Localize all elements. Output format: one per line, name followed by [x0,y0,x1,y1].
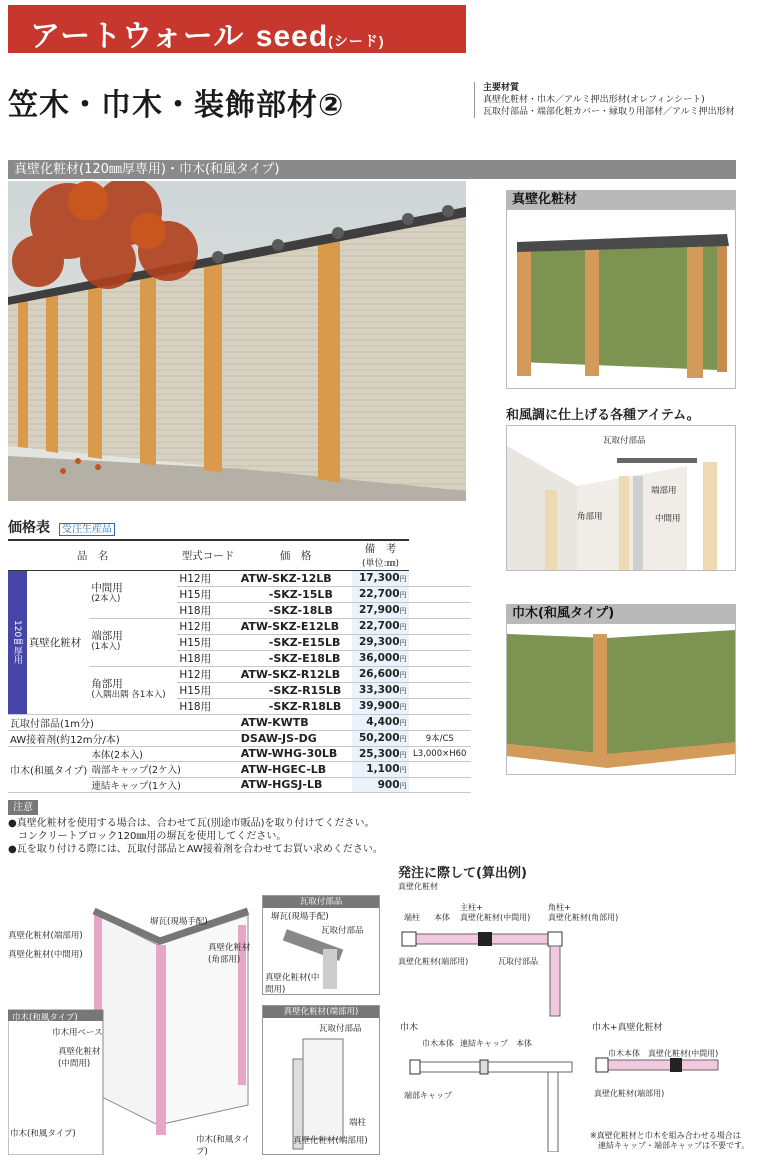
box2-tanbashira: 端柱 [349,1118,367,1128]
brand-name: アートウォール [30,20,245,53]
size-cell: H18用 [177,602,238,618]
price-cell: 36,000円 [352,650,408,666]
item-name: AW接着剤(約12m分/本) [8,730,239,746]
price-cell: 25,300円 [352,746,408,762]
sub-name: 角部用 [91,678,123,690]
size-cell: H15用 [177,586,238,602]
note-cell [409,777,471,793]
note-cell [409,762,471,778]
o-hontai2: 本体 [516,1039,532,1048]
items-image [506,425,736,571]
item-kawara: 瓦取付部品 [603,436,646,446]
item-chukan: 中間用 [655,514,681,524]
d-habaki-bottom2: 巾木(和風タイプ) [196,1135,251,1157]
o-hontai: 本体 [434,913,450,922]
habaki-image [506,623,736,775]
o-tanbashira: 端柱 [404,913,420,922]
d-makabe-chukan2: 真壁化粧材(中間用) [58,1047,101,1069]
materials-box [474,82,754,118]
size-cell: H12用 [177,570,238,586]
note-cell [409,650,471,666]
price-cell: 1,100円 [352,762,408,778]
o-h-hontai: 巾木本体 [422,1039,454,1048]
th-unit: (単位:㎜) [361,559,400,570]
code-cell: ATW-KWTB [239,714,353,730]
o-c-hontai: 巾木本体 [608,1049,640,1058]
size-cell: H12用 [177,618,238,634]
sub-name: 中間用 [91,582,123,594]
th-note [352,540,408,570]
box2-title: 真壁化粧材(端部用) [263,1006,379,1018]
d-makabe-tanbu: 真壁化粧材(端部用) [8,931,83,941]
note-cell [409,714,471,730]
th-note-text: 備 考 [364,543,397,556]
sub-qty: (1本入) [91,642,121,652]
section-header: 真壁化粧材(120㎜厚専用)・巾木(和風タイプ) [8,160,736,179]
sub-qty: (入隅出隅 各1本入) [91,690,166,700]
wall-photo [8,181,466,501]
habaki-label: 巾木(和風タイプ) [506,604,736,623]
notes [8,800,383,856]
code-cell: -SKZ-R15LB [239,682,353,698]
size-cell: H18用 [177,650,238,666]
price-cell: 27,900円 [352,602,408,618]
price-title [8,517,115,537]
note-cell [409,602,471,618]
detail-tanbu-box [262,1005,380,1155]
box1-title: 瓦取付部品 [263,896,379,908]
price-cell: 39,900円 [352,698,408,714]
price-cell: 33,300円 [352,682,408,698]
sub-qty: (2本入) [91,594,121,604]
item-name: 連結キャップ(1ケ入) [89,777,238,793]
vertical-label: 120㎜厚用 [8,570,27,714]
price-cell: 17,300円 [352,570,408,586]
o-c-makabe: 真壁化粧材(中間用) [648,1049,719,1058]
code-cell: -SKZ-R18LB [239,698,353,714]
size-cell: H15用 [177,634,238,650]
o-combo: 巾木+真壁化粧材 [592,1023,663,1033]
box1-kawara: 瓦取付部品 [321,926,364,936]
o-kadobashira: 角柱+ [548,903,571,912]
price-cell: 4,400円 [352,714,408,730]
o-footnote1: ※真壁化粧材と巾木を組み合わせる場合は [590,1131,741,1140]
o-tanbu-cap: 端部キャップ [404,1091,452,1100]
makabe-image [506,209,736,389]
d-heigawara: 塀瓦(現場手配) [150,917,208,927]
sub-group [89,666,177,714]
makabe-panel [506,190,736,775]
d-habaki-base: 巾木用ベース [52,1028,103,1038]
code-cell: ATW-HGSJ-LB [239,777,353,793]
brand-seed-kana: (シード) [328,33,385,49]
table-row [8,570,471,586]
group-makabe: 真壁化粧材 [27,570,90,714]
brand-seed: seed [255,20,329,53]
group-habaki: 巾木(和風タイプ) [8,746,89,793]
box1-heigawara: 塀瓦(現場手配) [271,912,329,922]
code-cell: -SKZ-18LB [239,602,353,618]
code-cell: ATW-SKZ-E12LB [239,618,353,634]
price-cell: 900円 [352,777,408,793]
box1-makabe: 真壁化粧材(中間用) [265,973,320,995]
table-row [8,746,471,762]
o-footnote2: 連結キャップ・端部キャップは不要です。 [590,1141,750,1150]
code-cell: -SKZ-E18LB [239,650,353,666]
price-cell: 22,700円 [352,586,408,602]
item-name: 瓦取付部品(1m分) [8,714,239,730]
code-cell: ATW-WHG-30LB [239,746,353,762]
made-to-order-badge: 受注生産品 [59,523,115,536]
assembly-diagram [8,875,258,1155]
item-name: 本体(2本入) [89,746,238,762]
sub-group [89,570,177,618]
o-habaki: 巾木 [400,1023,419,1033]
note-cell [409,666,471,682]
th-name: 品 名 [8,540,177,570]
materials-line2: 瓦取付部品・端部化粧カバー・縁取り用部材／アルミ押出形材 [483,107,735,117]
size-cell: H12用 [177,666,238,682]
note-cell [409,618,471,634]
o-kawara: 瓦取付部品 [498,957,538,966]
order-example [398,862,753,1157]
price-table [8,539,471,793]
code-cell: DSAW-JS-DG [239,730,353,746]
sub-name: 端部用 [91,630,123,642]
item-name: 端部キャップ(2ケ入) [89,762,238,778]
notes-badge: 注意 [8,800,38,815]
o-c-tanbu: 真壁化粧材(端部用) [594,1089,665,1098]
note-cell [409,586,471,602]
note-3: ●瓦を取り付ける際には、瓦取付部品とAW接着剤を合わせてお買い求めください。 [8,844,383,855]
code-cell: ATW-SKZ-12LB [239,570,353,586]
note-cell [409,634,471,650]
table-row [8,730,471,746]
size-cell: H15用 [177,682,238,698]
note-cell: 9本/CS [409,730,471,746]
code-cell: ATW-HGEC-LB [239,762,353,778]
o-tanbu-label: 真壁化粧材(端部用) [398,957,469,966]
d-kadobu: 真壁化粧材(角部用) [208,943,251,965]
price-cell: 50,200円 [352,730,408,746]
items-title: 和風調に仕上げる各種アイテム。 [506,408,700,423]
note-2: コンクリートブロック120㎜用の塀瓦を使用してください。 [8,831,287,842]
code-cell: -SKZ-15LB [239,586,353,602]
d-habaki-title: 巾木(和風タイプ) [12,1013,78,1023]
order-sub1: 真壁化粧材 [398,882,438,891]
order-title: 発注に際して(算出例) [398,866,527,881]
item-tanbu: 端部用 [651,486,677,496]
box2-makabe: 真壁化粧材(端部用) [293,1136,368,1146]
sub-group [89,618,177,666]
th-price: 価 格 [239,540,353,570]
note-cell [409,570,471,586]
d-makabe-chukan: 真壁化粧材(中間用) [8,950,83,960]
materials-line1: 真壁化粧材・巾木／アルミ押出形材(オレフィンシート) [483,95,705,105]
note-cell [409,698,471,714]
code-cell: ATW-SKZ-R12LB [239,666,353,682]
note-1: ●真壁化粧材を使用する場合は、合わせて瓦(別途市販品)を取り付けてください。 [8,818,375,829]
box2-kawara: 瓦取付部品 [319,1024,362,1034]
price-cell: 22,700円 [352,618,408,634]
table-row [8,714,471,730]
o-kadobashira2: 真壁化粧材(角部用) [548,913,619,922]
price-title-text: 価格表 [8,520,50,536]
brand-banner [8,5,466,53]
o-shuchu: 主柱+ [460,903,483,912]
o-renketsu: 連結キャップ [460,1039,508,1048]
code-cell: -SKZ-E15LB [239,634,353,650]
note-cell: L3,000×H60 [409,746,471,762]
detail-kawara-box [262,895,380,995]
note-cell [409,682,471,698]
materials-heading: 主要材質 [483,83,520,93]
price-cell: 26,600円 [352,666,408,682]
makabe-label: 真壁化粧材 [506,190,736,209]
th-code: 型式コード [177,540,238,570]
price-cell: 29,300円 [352,634,408,650]
size-cell: H18用 [177,698,238,714]
d-habaki-bottom: 巾木(和風タイプ) [10,1129,76,1139]
o-shuchu2: 真壁化粧材(中間用) [460,913,531,922]
item-kado: 角部用 [577,512,603,522]
page-title: 笠木・巾木・装飾部材② [8,88,345,123]
